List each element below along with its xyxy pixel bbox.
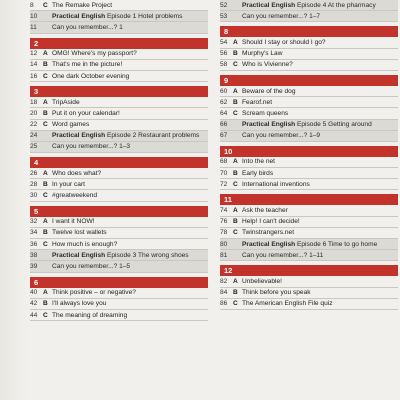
lesson-row (220, 37, 398, 48)
page-number: 28 (30, 180, 38, 188)
page-number: 22 (30, 121, 38, 129)
lesson-letter: B (233, 50, 238, 58)
practical-english-label: Practical English (242, 1, 296, 9)
lesson-row (30, 217, 208, 228)
lesson-title: Help! I can't decide! (242, 218, 300, 226)
lesson-row (30, 108, 208, 119)
page-number: 34 (30, 229, 38, 237)
lesson-title: How much is enough? (52, 240, 118, 248)
lesson-row (220, 288, 398, 299)
lesson-title: TripAside (52, 98, 80, 106)
lesson-row (30, 239, 208, 250)
page-number: 80 (220, 240, 228, 248)
page-number: 52 (220, 1, 228, 9)
unit-block (220, 146, 398, 191)
lesson-letter: C (233, 229, 238, 237)
page-number: 68 (220, 158, 228, 166)
lesson-row (220, 108, 398, 119)
page-number: 16 (30, 72, 38, 80)
practical-english-label: Practical English (52, 132, 106, 140)
page-number: 25 (30, 143, 38, 151)
page-number: 81 (220, 251, 228, 259)
unit-number-header: 2 (30, 38, 208, 49)
unit-number-header: 6 (30, 277, 208, 288)
page-number: 72 (220, 180, 228, 188)
lesson-letter: B (43, 61, 48, 69)
lesson-row (30, 71, 208, 82)
practical-english-label: Practical English (52, 12, 106, 20)
page-number: 36 (30, 240, 38, 248)
unit-block (220, 26, 398, 71)
lesson-row (30, 60, 208, 71)
lesson-letter: A (43, 289, 48, 297)
episode-title: Episode 4 At the pharmacy (295, 1, 376, 9)
lesson-letter: B (43, 109, 48, 117)
lesson-letter: C (43, 240, 48, 248)
lesson-letter: C (233, 61, 238, 69)
lesson-title (52, 11, 208, 22)
lesson-row (220, 205, 398, 216)
lesson-title: In your cart (52, 180, 85, 188)
unit-number-header: 5 (30, 206, 208, 217)
lesson-letter: A (43, 169, 48, 177)
page-number: 20 (30, 109, 38, 117)
page-number: 86 (220, 300, 228, 308)
lesson-letter: C (43, 311, 48, 319)
review-row (30, 22, 208, 33)
lesson-title: Should I stay or should I go? (242, 38, 326, 46)
lesson-row (30, 120, 208, 131)
practical-english-label: Practical English (52, 251, 106, 259)
lesson-title: Twinstrangers.net (242, 229, 295, 237)
lesson-title: Put it on your calendar! (52, 109, 120, 117)
lesson-letter: B (233, 289, 238, 297)
page-number: 53 (220, 12, 228, 20)
unit-block (30, 157, 208, 202)
page-number: 18 (30, 98, 38, 106)
lesson-row (30, 310, 208, 321)
episode-title: Episode 1 Hotel problems (105, 12, 183, 20)
page-number: 62 (220, 98, 228, 106)
contents-right-column (220, 0, 398, 314)
page-number: 42 (30, 300, 38, 308)
lesson-title: Murphy's Law (242, 50, 283, 58)
page-number: 64 (220, 109, 228, 117)
lesson-row (220, 228, 398, 239)
lesson-title: I want it NOW! (52, 218, 95, 226)
unit-block (220, 0, 398, 22)
lesson-title (242, 120, 398, 131)
lesson-letter: B (43, 300, 48, 308)
lesson-letter: A (43, 50, 48, 58)
lesson-row (220, 157, 398, 168)
episode-title: Episode 6 Time to go home (295, 240, 378, 248)
unit-number-header: 9 (220, 75, 398, 86)
lesson-title: Scream queens (242, 109, 289, 117)
lesson-title: Ask the teacher (242, 207, 288, 215)
lesson-letter: C (233, 180, 238, 188)
lesson-title (242, 0, 398, 11)
lesson-title (52, 131, 208, 142)
episode-title: Episode 2 Restaurant problems (105, 132, 200, 140)
page-number: 54 (220, 38, 228, 46)
lesson-title: Unbelievable! (242, 277, 282, 285)
lesson-letter: A (233, 277, 238, 285)
lesson-letter: C (43, 121, 48, 129)
lesson-letter: A (233, 38, 238, 46)
unit-block (30, 277, 208, 322)
review-row (220, 131, 398, 142)
page-number: 24 (30, 132, 38, 140)
lesson-title: The Remake Project (52, 1, 113, 9)
page-number: 40 (30, 289, 38, 297)
lesson-row (30, 97, 208, 108)
lesson-letter: C (233, 109, 238, 117)
lesson-row (220, 299, 398, 310)
practical-english-row (220, 0, 398, 11)
lesson-row (220, 86, 398, 97)
lesson-title (52, 250, 208, 261)
lesson-letter: A (43, 218, 48, 226)
lesson-title: Can you remember...? 1–11 (242, 251, 324, 259)
practical-english-row (220, 120, 398, 131)
lesson-row (220, 49, 398, 60)
unit-number-header: 3 (30, 86, 208, 97)
page-number: 60 (220, 87, 228, 95)
lesson-letter: C (233, 300, 238, 308)
lesson-row (30, 299, 208, 310)
unit-block (30, 38, 208, 83)
lesson-title: Can you remember...? 1 (52, 23, 123, 31)
page-number: 82 (220, 277, 228, 285)
lesson-title: Fearof.net (242, 98, 273, 106)
unit-block (30, 206, 208, 273)
lesson-letter: A (43, 98, 48, 106)
lesson-title: Into the net (242, 158, 275, 166)
lesson-title: International inventions (242, 180, 310, 188)
unit-block (220, 194, 398, 261)
lesson-row (30, 0, 208, 11)
lesson-letter: B (233, 169, 238, 177)
page-number: 76 (220, 218, 228, 226)
unit-number-header: 8 (220, 26, 398, 37)
page-number: 26 (30, 169, 38, 177)
lesson-row (220, 60, 398, 71)
lesson-letter: A (233, 207, 238, 215)
lesson-row (220, 179, 398, 190)
lesson-row (220, 97, 398, 108)
page-number: 78 (220, 229, 228, 237)
contents-left-column (30, 0, 208, 325)
unit-number-header: 4 (30, 157, 208, 168)
lesson-title: Think before you speak (242, 289, 311, 297)
practical-english-row (30, 250, 208, 261)
lesson-title: Beware of the dog (242, 87, 296, 95)
review-row (30, 142, 208, 153)
lesson-letter: B (233, 218, 238, 226)
lesson-title: The meaning of dreaming (52, 311, 128, 319)
unit-block (220, 75, 398, 142)
lesson-row (30, 190, 208, 201)
lesson-title: Can you remember...? 1–9 (242, 132, 321, 140)
unit-block (30, 86, 208, 153)
page-number: 74 (220, 207, 228, 215)
page-number: 44 (30, 311, 38, 319)
lesson-letter: C (43, 1, 48, 9)
page-number: 32 (30, 218, 38, 226)
practical-english-label: Practical English (242, 121, 296, 129)
page-number: 39 (30, 262, 38, 270)
lesson-row (220, 168, 398, 179)
lesson-letter: B (43, 229, 48, 237)
page-number: 38 (30, 251, 38, 259)
lesson-row (220, 217, 398, 228)
page-number: 56 (220, 50, 228, 58)
page-number: 11 (30, 23, 37, 31)
page-number: 30 (30, 192, 38, 200)
lesson-title: Twelve lost wallets (52, 229, 107, 237)
lesson-title: Who is Vivienne? (242, 61, 293, 69)
page-number: 58 (220, 61, 228, 69)
practical-english-row (220, 239, 398, 250)
page-number: 12 (30, 50, 38, 58)
lesson-title: Can you remember...? 1–5 (52, 262, 131, 270)
lesson-title: Can you remember...? 1–3 (52, 143, 131, 151)
unit-number-header: 10 (220, 146, 398, 157)
episode-title: Episode 3 The wrong shoes (105, 251, 189, 259)
page-number: 67 (220, 132, 228, 140)
lesson-letter: A (233, 87, 238, 95)
lesson-title: One dark October evening (52, 72, 130, 80)
lesson-row (30, 179, 208, 190)
episode-title: Episode 5 Getting around (295, 121, 372, 129)
lesson-title: Can you remember...? 1–7 (242, 12, 321, 20)
lesson-letter: B (43, 180, 48, 188)
practical-english-label: Practical English (242, 240, 296, 248)
page-number: 8 (30, 1, 34, 9)
review-row (220, 11, 398, 22)
lesson-title: Word games (52, 121, 90, 129)
lesson-title: #greatweekend (52, 192, 98, 200)
lesson-row (30, 228, 208, 239)
page-number: 70 (220, 169, 228, 177)
page-edge (0, 0, 28, 400)
review-row (30, 261, 208, 272)
lesson-title: Who does what? (52, 169, 102, 177)
page-number: 66 (220, 121, 228, 129)
lesson-row (30, 168, 208, 179)
lesson-letter: A (233, 158, 238, 166)
lesson-title: The American English File quiz (242, 300, 333, 308)
page-number: 14 (30, 61, 38, 69)
unit-number-header: 12 (220, 265, 398, 276)
lesson-letter: B (233, 98, 238, 106)
lesson-title: I'll always love you (52, 300, 107, 308)
lesson-title: Early birds (242, 169, 274, 177)
unit-block (30, 0, 208, 34)
practical-english-row (30, 11, 208, 22)
lesson-title: Think positive – or negative? (52, 289, 136, 297)
lesson-title: That's me in the picture! (52, 61, 123, 69)
lesson-title: OMG! Where's my passport? (52, 50, 137, 58)
practical-english-row (30, 131, 208, 142)
lesson-row (30, 288, 208, 299)
lesson-row (30, 49, 208, 60)
page-number: 84 (220, 289, 228, 297)
unit-number-header: 11 (220, 194, 398, 205)
lesson-letter: C (43, 72, 48, 80)
page-number: 10 (30, 12, 38, 20)
unit-block (220, 265, 398, 310)
lesson-letter: C (43, 192, 48, 200)
lesson-title (242, 239, 398, 250)
review-row (220, 250, 398, 261)
lesson-row (220, 276, 398, 287)
